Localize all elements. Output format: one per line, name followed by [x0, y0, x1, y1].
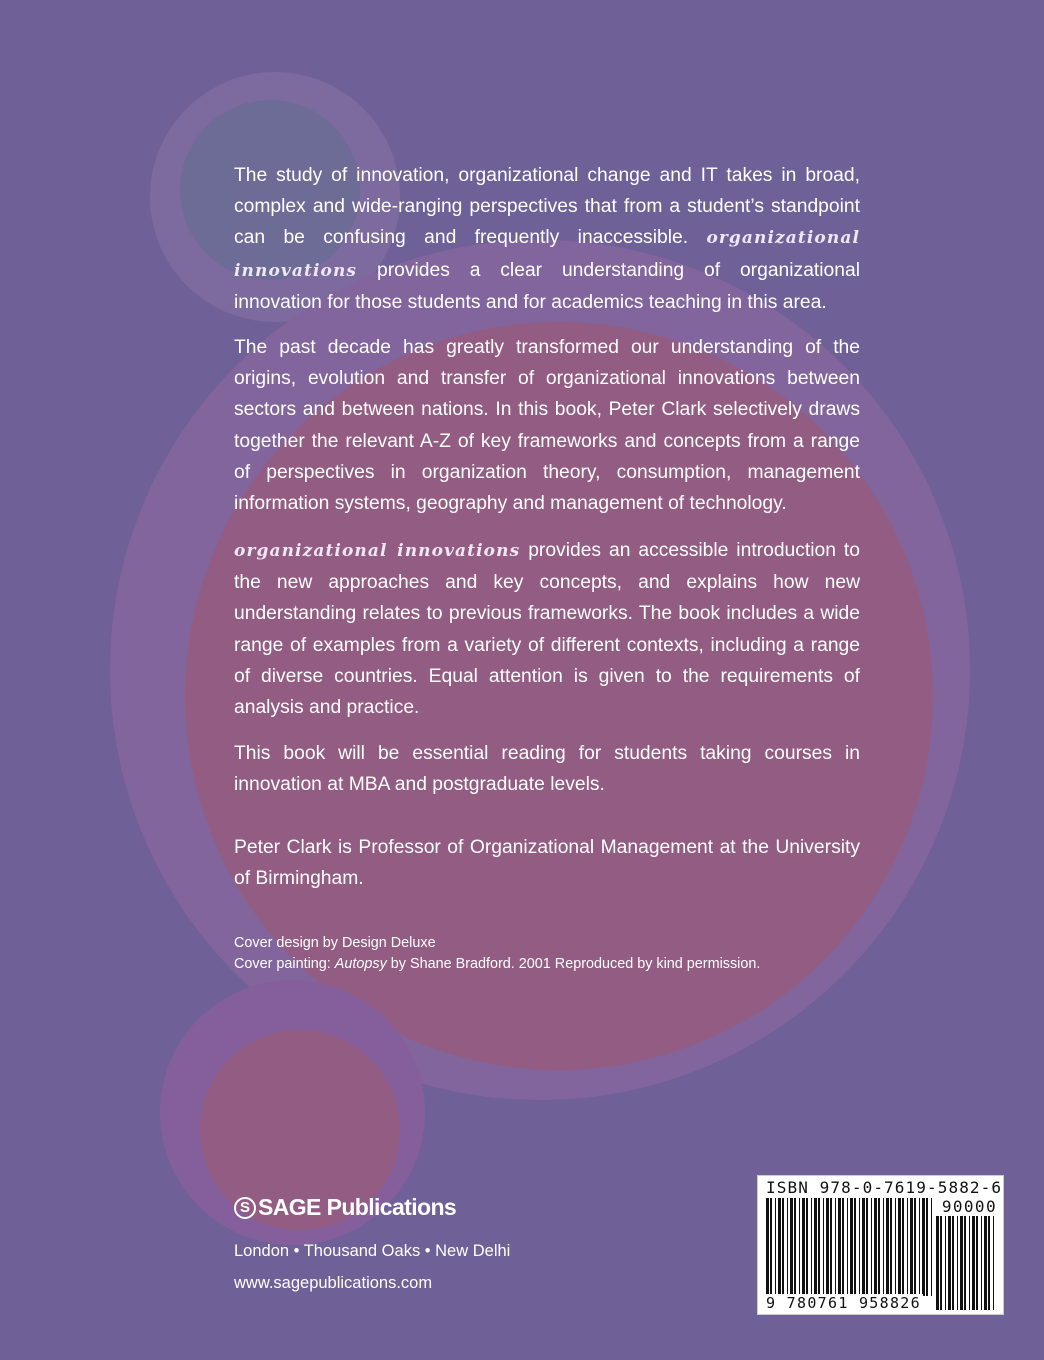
publisher-logo: [234, 1194, 456, 1221]
barcode-bar: [850, 1198, 853, 1296]
description-paragraph-4: This book will be essential reading for students taking courses in innovation at MBA and postgraduate levels.: [234, 743, 860, 796]
barcode-bar: [790, 1198, 793, 1296]
barcode-bar: [957, 1216, 958, 1310]
barcode-bar: [922, 1198, 925, 1296]
barcode-digits: 9 780761 958826: [766, 1294, 921, 1312]
isbn-barcode: [757, 1175, 1004, 1315]
barcode-bar: [799, 1198, 800, 1296]
barcode-bar: [895, 1198, 896, 1296]
barcode-bar: [775, 1198, 776, 1296]
barcode-bar: [919, 1198, 920, 1296]
barcode-bar: [960, 1216, 963, 1310]
barcode-bar: [778, 1198, 781, 1296]
painting-credit-suffix: by Shane Bradford. 2001 Reproduced by kind permission.: [390, 956, 761, 972]
barcode-bar: [883, 1198, 884, 1296]
barcode-bar: [910, 1198, 913, 1296]
painting-credit-prefix: Cover painting:: [234, 956, 331, 972]
para1-text-after: provides a clear understanding of organizational innovation for those students and for academics teaching in this area.: [234, 259, 861, 313]
cover-design-credit: Cover design by Design Deluxe: [234, 935, 436, 951]
barcode-bar: [770, 1198, 772, 1296]
barcode-bar: [984, 1216, 987, 1310]
barcode-bar: [830, 1198, 832, 1296]
description-paragraph-3: [234, 535, 860, 723]
price-code: 90000: [941, 1197, 997, 1216]
author-bio: Peter Clark is Professor of Organizational Management at the University of Birmingham.: [234, 837, 860, 890]
isbn-number: ISBN 978-0-7619-5882-6: [766, 1178, 1003, 1197]
sage-logo-icon: S: [234, 1197, 256, 1219]
barcode-bar: [936, 1216, 939, 1310]
barcode-bar: [890, 1198, 892, 1296]
barcode-bar: [866, 1198, 868, 1296]
barcode-bar: [826, 1198, 829, 1296]
barcode-bar: [838, 1198, 841, 1296]
barcode-bar: [847, 1198, 848, 1296]
barcode-bar: [969, 1216, 970, 1310]
barcode-bar: [782, 1198, 784, 1296]
cover-painting-credit: [234, 954, 760, 975]
brand-title: organizational innovations: [234, 228, 861, 281]
barcode-bar: [823, 1198, 824, 1296]
barcode-bar: [914, 1198, 916, 1296]
barcode-bar: [988, 1216, 990, 1310]
cover-credits: [234, 933, 760, 975]
para3-text-after: provides an accessible introduction to the new approaches and key concepts, and explains how new understanding relates to previous frameworks. The book includes a wide range of examples from a variety of different contexts, including a range of diverse countries. Equal attention is given to the requirements of analysis and practice.: [234, 540, 860, 719]
barcode-bar: [814, 1198, 817, 1296]
description-paragraph-1: [234, 160, 860, 318]
barcode-bar: [766, 1198, 769, 1296]
barcode-bar: [862, 1198, 865, 1296]
barcode-bar: [993, 1216, 994, 1310]
barcode-bar: [835, 1198, 836, 1296]
barcode-bar: [898, 1198, 901, 1296]
barcode-bar: [981, 1216, 982, 1310]
barcode-bar: [818, 1198, 820, 1296]
barcode-bar: [945, 1216, 946, 1310]
barcode-bar: [972, 1216, 975, 1310]
barcode-bar: [859, 1198, 860, 1296]
barcode-bar: [787, 1198, 788, 1296]
barcode-bar: [886, 1198, 889, 1296]
barcode-bar: [874, 1198, 877, 1296]
barcode-bar: [964, 1216, 966, 1310]
barcode-bar: [802, 1198, 805, 1296]
barcode-bar: [907, 1198, 908, 1296]
publisher-name: SAGE Publications: [258, 1194, 457, 1220]
barcode-addon-bars: [936, 1216, 996, 1310]
barcode-bar: [878, 1198, 880, 1296]
barcode-bar: [811, 1198, 812, 1296]
barcode-bar: [871, 1198, 872, 1296]
barcode-main-bars: [766, 1198, 934, 1296]
barcode-bar: [926, 1198, 928, 1296]
brand-title: organizational innovations: [234, 541, 521, 561]
barcode-bar: [842, 1198, 844, 1296]
barcode-bar: [976, 1216, 978, 1310]
barcode-bar: [806, 1198, 808, 1296]
barcode-bar: [902, 1198, 904, 1296]
barcode-bar: [948, 1216, 951, 1310]
barcode-bar: [931, 1198, 932, 1296]
publisher-cities: London • Thousand Oaks • New Delhi: [234, 1242, 511, 1260]
barcode-bar: [952, 1216, 954, 1310]
description-paragraph-2: The past decade has greatly transformed our understanding of the origins, evolution and transfer of organizational innovations between sectors and between nations. In this book, Peter Clark selectively draws together the relevant A-Z of key frameworks and concepts from a range of perspectives in organization theory, consumption, management information systems, geography and management of technology.: [234, 337, 860, 515]
barcode-bar: [854, 1198, 856, 1296]
barcode-bar: [940, 1216, 942, 1310]
para1-text-before: The study of innovation, organizational change and IT takes in broad, complex and wide-ranging perspectives that from a student’s standpoint can be confusing and frequently inaccessible.: [234, 165, 860, 249]
publisher-website: www.sagepublications.com: [234, 1274, 433, 1292]
painting-title: Autopsy: [334, 956, 387, 972]
barcode-bar: [794, 1198, 796, 1296]
